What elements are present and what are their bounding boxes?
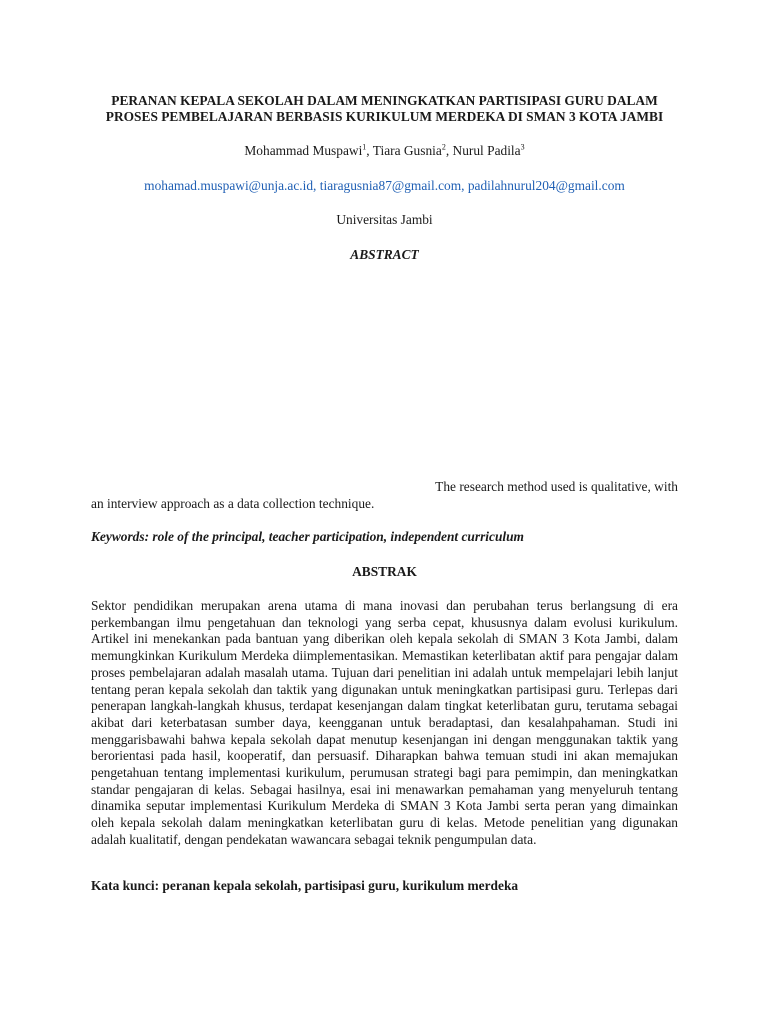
affiliation-marker: 3 (520, 142, 525, 152)
author-name: Tiara Gusnia (372, 143, 442, 158)
author-2 (373, 143, 453, 158)
abstract-text (91, 478, 678, 512)
author-1 (244, 143, 372, 158)
keywords-indonesian: Kata kunci: peranan kepala sekolah, partisipasi guru, kurikulum merdeka (91, 878, 519, 893)
author-name: Nurul Padila (452, 143, 521, 158)
abstract-line-1: The research method used is qualitative, with (435, 479, 678, 494)
abstrak-heading: ABSTRAK (352, 564, 417, 579)
abstract-heading: ABSTRACT (350, 247, 419, 262)
author-name: Mohammad Muspawi (244, 143, 363, 158)
author-list (91, 143, 678, 159)
abstrak-body: Sektor pendidikan merupakan arena utama di mana inovasi dan perubahan terus berlangsung di era perkembangan ilmu pengetahuan dan teknologi yang serba cepat, khususnya dalam evolusi kurikulum. Artikel ini menekankan pada bantuan yang diberikan oleh kepala sekolah di SMAN 3 Kota Jambi, dalam memungkinkan Kurikulum Merdeka diimplementasikan. Memastikan keterlibatan aktif para pengajar dalam proses pembelajaran adalah masalah utama. Tujuan dari penelitian ini adalah untuk mempelajari lebih lanjut tentang peran kepala sekolah dan taktik yang digunakan untuk meningkatkan partisipasi guru. Terlepas dari penerapan langkah-langkah khusus, terdapat kesenjangan dalam tingkat keterlibatan guru, terutama sebagai akibat dari keterbatasan sumber daya, keengganan untuk beradaptasi, dan kesalahpahaman. Studi ini menggarisbawahi bahwa kepala sekolah dapat menutup kesenjangan ini dengan menggunakan taktik yang berorientasi pada hasil, kooperatif, dan persuasif. Diharapkan bahwa temuan studi ini akan memajukan pengetahuan tentang implementasi kurikulum, perumusan strategi bagi para pemimpin, dan meningkatkan standar pengajaran di kelas. Sebagai hasilnya, esai ini menawarkan pemahaman yang menyeluruh tentang dinamika seputar implementasi Kurikulum Merdeka di SMAN 3 Kota Jambi serta peran yang dimainkan oleh kepala sekolah dalam meningkatkan keterlibatan guru di kelas. Metode penelitian yang digunakan adalah kualitatif, dengan pendekatan wawancara sebagai teknik pengumpulan data. (91, 598, 678, 847)
keywords-english: Keywords: role of the principal, teacher participation, independent curriculum (91, 529, 524, 544)
affiliation-marker: 1 (362, 142, 367, 152)
author-3 (453, 143, 525, 158)
author-separator: , (366, 143, 373, 158)
paper-title: PERANAN KEPALA SEKOLAH DALAM MENINGKATKAN PARTISIPASI GURU DALAM PROSES PEMBELAJARAN BERBASIS KURIKULUM MERDEKA DI SMAN 3 KOTA JAMBI (105, 93, 664, 124)
abstract-line-2: an interview approach as a data collection technique. (91, 496, 375, 511)
affiliation-marker: 2 (441, 142, 446, 152)
affiliation: Universitas Jambi (336, 212, 433, 227)
author-emails[interactable]: mohamad.muspawi@unja.ac.id, tiaragusnia87@gmail.com, padilahnurul204@gmail.com (144, 178, 625, 193)
author-separator: , (445, 143, 453, 158)
